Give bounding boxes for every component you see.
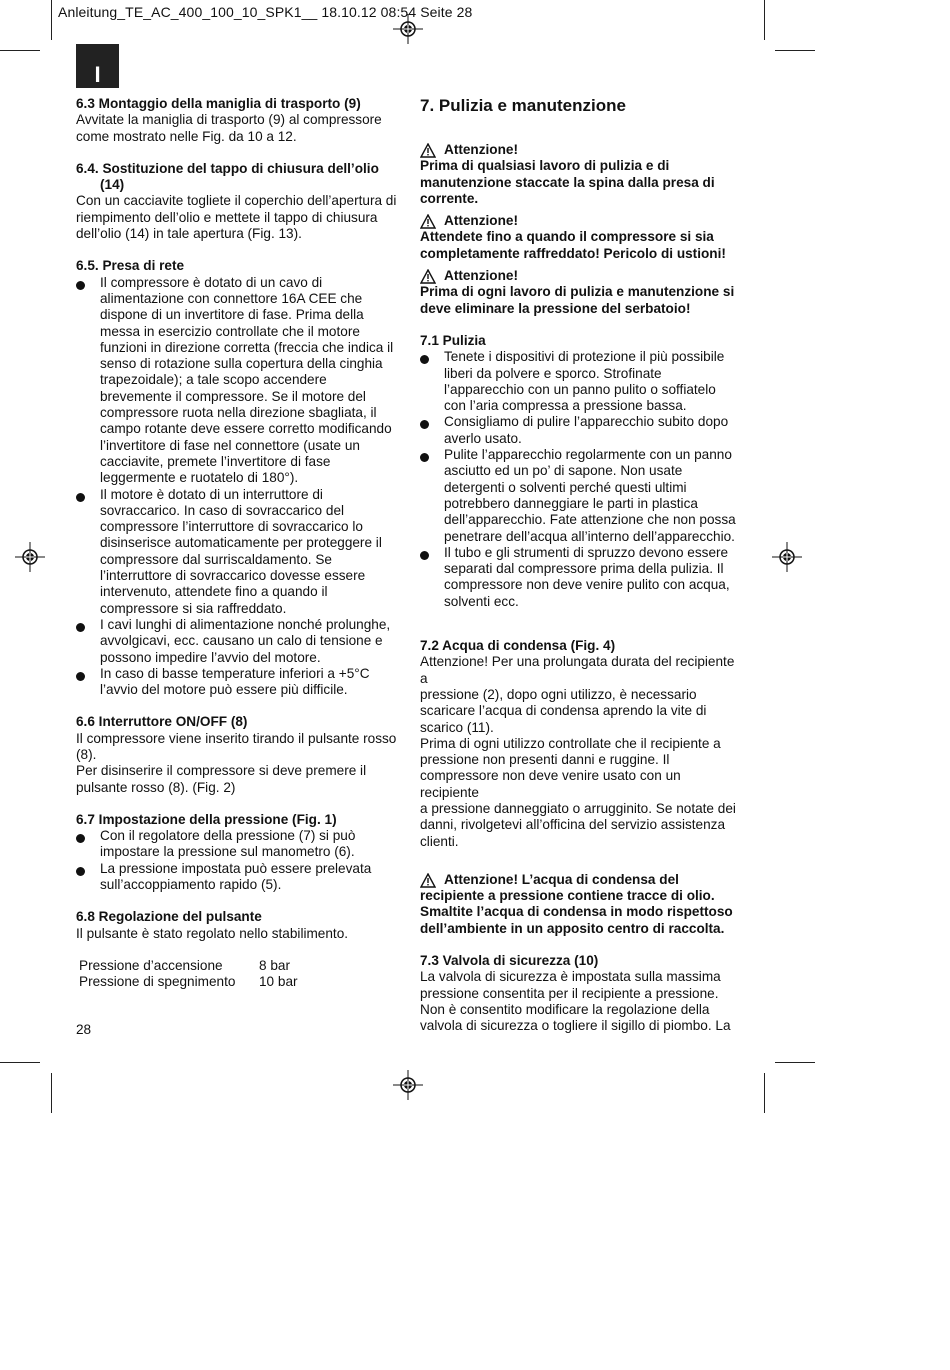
crop-mark: [775, 1062, 815, 1063]
warning-label: Attenzione!: [444, 142, 519, 157]
section-heading-7-3: 7.3 Valvola di sicurezza (10): [420, 953, 599, 969]
line: completamente raffreddato! Pericolo di ustioni!: [420, 245, 726, 261]
paragraph-line: danni, rivolgetevi all’officina del servizio assistenza: [420, 817, 726, 833]
line: corrente.: [420, 190, 479, 206]
section-heading-6-7: 6.7 Impostazione della pressione (Fig. 1): [76, 811, 337, 827]
line: separati dal compressore prima della pulizia. Il: [444, 561, 724, 577]
paragraph-line: Non è consentito modificare la regolazione della: [420, 1001, 710, 1017]
line: disinserisce automaticamente per proteggere il: [100, 535, 382, 551]
paragraph-line: pulsante rosso (8). (Fig. 2): [76, 779, 236, 795]
line: deve eliminare la pressione del serbatoio!: [420, 300, 691, 316]
condensate-warning: [420, 872, 742, 937]
line: Prima di ogni lavoro di pulizia e manutenzione si: [420, 284, 735, 300]
line: l’avvio del motore può essere più difficile.: [100, 682, 348, 698]
line: Pulite l’apparecchio regolarmente con un panno: [444, 447, 732, 463]
line: solventi ecc.: [444, 593, 519, 609]
section-heading-6-5: 6.5. Presa di rete: [76, 258, 185, 274]
list-item: [76, 828, 398, 861]
list-item: [76, 487, 398, 617]
line: manutenzione staccate la spina dalla presa di: [420, 174, 715, 190]
paragraph-line: compressore non deve venire usato con un recipiente: [420, 768, 681, 800]
line: messa in esercizio controllate che il motore: [100, 323, 360, 339]
crop-mark: [0, 50, 40, 51]
crop-mark: [764, 0, 765, 40]
paragraph-line: (8).: [76, 746, 97, 762]
line: l’invertitore di fase nel connettore (usate un: [100, 437, 360, 453]
line: compressore l’interruttore di sovraccarico lo: [100, 519, 363, 535]
line: Il compressore è dotato di un cavo di: [100, 274, 323, 290]
line: avvolgicavi, ecc. causano un calo di tensione e: [100, 633, 383, 649]
warning-triangle-icon: [420, 269, 436, 284]
line: cacciavite, premete l’invertitore di fase: [100, 453, 331, 469]
line: senso di rotazione sulla copertura della cinghia: [100, 356, 383, 372]
paragraph-line: pressione non presenti danni e ruggine. Il: [420, 752, 670, 768]
paragraph-line: dell’olio (14) in tale apertura (Fig. 13).: [76, 226, 302, 242]
warning-label: Attenzione!: [444, 268, 519, 284]
crop-mark: [51, 0, 52, 40]
paragraph-line: riempimento dell’olio e mettete il tappo di chiusura: [76, 209, 378, 225]
section-heading-7-2: 7.2 Acqua di condensa (Fig. 4): [420, 638, 616, 654]
line: brevemente il compressore. Se il motore del: [100, 388, 366, 404]
left-column: [76, 96, 398, 991]
warning-label: Attenzione!: [444, 213, 519, 229]
line: potrebbero danneggiare le parti in plastica: [444, 495, 698, 511]
paragraph-line: pressione consentita per il recipiente a pressione.: [420, 985, 719, 1001]
paragraph-line: clienti.: [420, 833, 459, 849]
language-tab: I: [76, 44, 119, 88]
warning-text: [420, 158, 742, 207]
warning-text: [420, 284, 742, 317]
table-cell-label: Pressione di spegnimento: [79, 974, 236, 990]
list-item: [420, 447, 742, 545]
section-heading-6-8: 6.8 Regolazione del pulsante: [76, 909, 262, 925]
line: I cavi lunghi di alimentazione nonché prolunghe,: [100, 616, 391, 632]
crop-mark: [51, 1073, 52, 1113]
section-heading-6-4-cont: (14): [100, 177, 125, 193]
line: asciutto ed un po’ di sapone. Non usate: [444, 463, 683, 479]
registration-mark-icon: [15, 542, 45, 572]
table-row: [79, 974, 298, 990]
line: In caso di basse temperature inferiori a +5°C: [100, 665, 370, 681]
line: sull’accoppiamento rapido (5).: [100, 877, 282, 893]
paragraph-line: Attenzione! Per una prolungata durata del recipiente a: [420, 654, 735, 686]
table-cell-value: 8 bar: [259, 957, 290, 973]
warning-triangle-icon: [420, 214, 436, 229]
paragraph-line: Il pulsante è stato regolato nello stabilimento.: [76, 925, 349, 941]
warning-heading: [420, 268, 742, 284]
list-item: [420, 414, 742, 447]
line: dell’ambiente in un apposito centro di raccolta.: [420, 920, 725, 936]
paragraph-line: scaricare l’acqua di condensa aprendo la vite di: [420, 703, 707, 719]
line: compressore ruota nella direzione sbagliata, il: [100, 405, 377, 421]
print-slug: Anleitung_TE_AC_400_100_10_SPK1__ 18.10.12 08:54 Seite 28: [58, 4, 473, 20]
line: intervenuto, attendete fino a quando il: [100, 584, 328, 600]
warning-heading: [420, 213, 742, 229]
list-item: [420, 349, 742, 414]
warning-heading: [420, 872, 742, 888]
line: Con il regolatore della pressione (7) si può: [100, 828, 356, 844]
line: Il tubo e gli strumenti di spruzzo devono essere: [444, 544, 729, 560]
warning-heading: [420, 142, 742, 158]
registration-mark-icon: [393, 1070, 423, 1100]
paragraph-line: a pressione danneggiato o arrugginito. Se notate dei: [420, 800, 736, 816]
pressure-table: [79, 958, 298, 991]
line: Smaltite l’acqua di condensa in modo rispettoso: [420, 904, 733, 920]
crop-mark: [775, 50, 815, 51]
line: sovraccarico. In caso di sovraccarico del: [100, 502, 345, 518]
list-item: [76, 617, 398, 666]
line: recipiente a pressione contiene tracce di olio.: [420, 888, 715, 904]
bullet-list: [76, 275, 398, 699]
line: con l’aria compressa a pressione bassa.: [444, 398, 687, 414]
section-heading-6-4: 6.4. Sostituzione del tappo di chiusura dell’olio: [76, 160, 379, 176]
line: trapezoidale); a tale scopo accendere: [100, 372, 327, 388]
line: compressore non deve venire pulito con acqua,: [444, 577, 730, 593]
crop-mark: [764, 1073, 765, 1113]
section-heading-7-1: 7.1 Pulizia: [420, 332, 486, 348]
paragraph-line: scarico (11).: [420, 719, 494, 735]
line: Consigliamo di pulire l’apparecchio subito dopo: [444, 414, 729, 430]
line: campo rotante deve essere corretto modificando: [100, 421, 392, 437]
line: leggermente e ruotatelo di 180°).: [100, 470, 299, 486]
line: Prima di qualsiasi lavoro di pulizia e di: [420, 158, 670, 174]
warning-text: [420, 229, 742, 262]
line: Attenzione! L’acqua di condensa del: [444, 871, 679, 887]
section-heading-6-6: 6.6 Interruttore ON/OFF (8): [76, 714, 248, 730]
table-row: [79, 958, 298, 974]
line: l’interruttore di sovraccarico dovesse essere: [100, 568, 366, 584]
line: compressore si sia raffreddato.: [100, 600, 287, 616]
table-cell-value: 10 bar: [259, 974, 298, 990]
line: liberi da polvere e sporco. Strofinate: [444, 365, 662, 381]
paragraph-line: come mostrato nelle Fig. da 10 a 12.: [76, 128, 297, 144]
line: Tenete i dispositivi di protezione il più possibile: [444, 349, 725, 365]
paragraph-line: valvola di sicurezza o togliere il sigillo di piombo. La: [420, 1018, 731, 1034]
paragraph-line: Prima di ogni utilizzo controllate che il recipiente a: [420, 735, 721, 751]
warning-triangle-icon: [420, 873, 436, 888]
page-number: 28: [76, 1022, 92, 1037]
line: dell’apparecchio. Fate attenzione che non possa: [444, 512, 736, 528]
table-cell-label: Pressione d’accensione: [79, 957, 223, 973]
registration-mark-icon: [393, 14, 423, 44]
bullet-list: [76, 828, 398, 893]
list-item: [76, 666, 398, 699]
line: funzioni in direzione corretta (freccia che indica il: [100, 339, 394, 355]
line: Attendete fino a quando il compressore si sia: [420, 229, 714, 245]
list-item: [76, 861, 398, 894]
list-item: [76, 275, 398, 487]
line: penetrare dell’acqua all’interno dell’apparecchio.: [444, 528, 735, 544]
right-column: [420, 96, 742, 1035]
line: alimentazione con connettore 16A CEE che: [100, 290, 363, 306]
chapter-title: 7. Pulizia e manutenzione: [420, 96, 626, 115]
section-heading-6-3: 6.3 Montaggio della maniglia di trasporto (9): [76, 96, 361, 111]
list-item: [420, 545, 742, 610]
registration-mark-icon: [772, 542, 802, 572]
paragraph-line: Per disinserire il compressore si deve premere il: [76, 763, 367, 779]
crop-mark: [0, 1062, 40, 1063]
line: averlo usato.: [444, 430, 522, 446]
line: possono impedire l’avvio del motore.: [100, 649, 321, 665]
line: La pressione impostata può essere prelevata: [100, 860, 372, 876]
paragraph-line: La valvola di sicurezza è impostata sulla massima: [420, 969, 721, 985]
paragraph-line: Il compressore viene inserito tirando il pulsante rosso: [76, 730, 397, 746]
line: Il motore è dotato di un interruttore di: [100, 486, 323, 502]
paragraph-line: pressione (2), dopo ogni utilizzo, è necessario: [420, 686, 697, 702]
paragraph-line: Avvitate la maniglia di trasporto (9) al compressore: [76, 112, 382, 128]
line: compressore dal surriscaldamento. Se: [100, 551, 332, 567]
paragraph-line: Con un cacciavite togliete il coperchio dell’apertura di: [76, 193, 397, 209]
warning-triangle-icon: [420, 143, 436, 158]
line: dispone di un invertitore di fase. Prima della: [100, 307, 364, 323]
bullet-list: [420, 349, 742, 610]
line: detergenti o solventi perché questi ultimi: [444, 479, 687, 495]
line: impostare la pressione sul manometro (6).: [100, 844, 355, 860]
line: l’apparecchio con un panno pulito o soffiatelo: [444, 381, 716, 397]
